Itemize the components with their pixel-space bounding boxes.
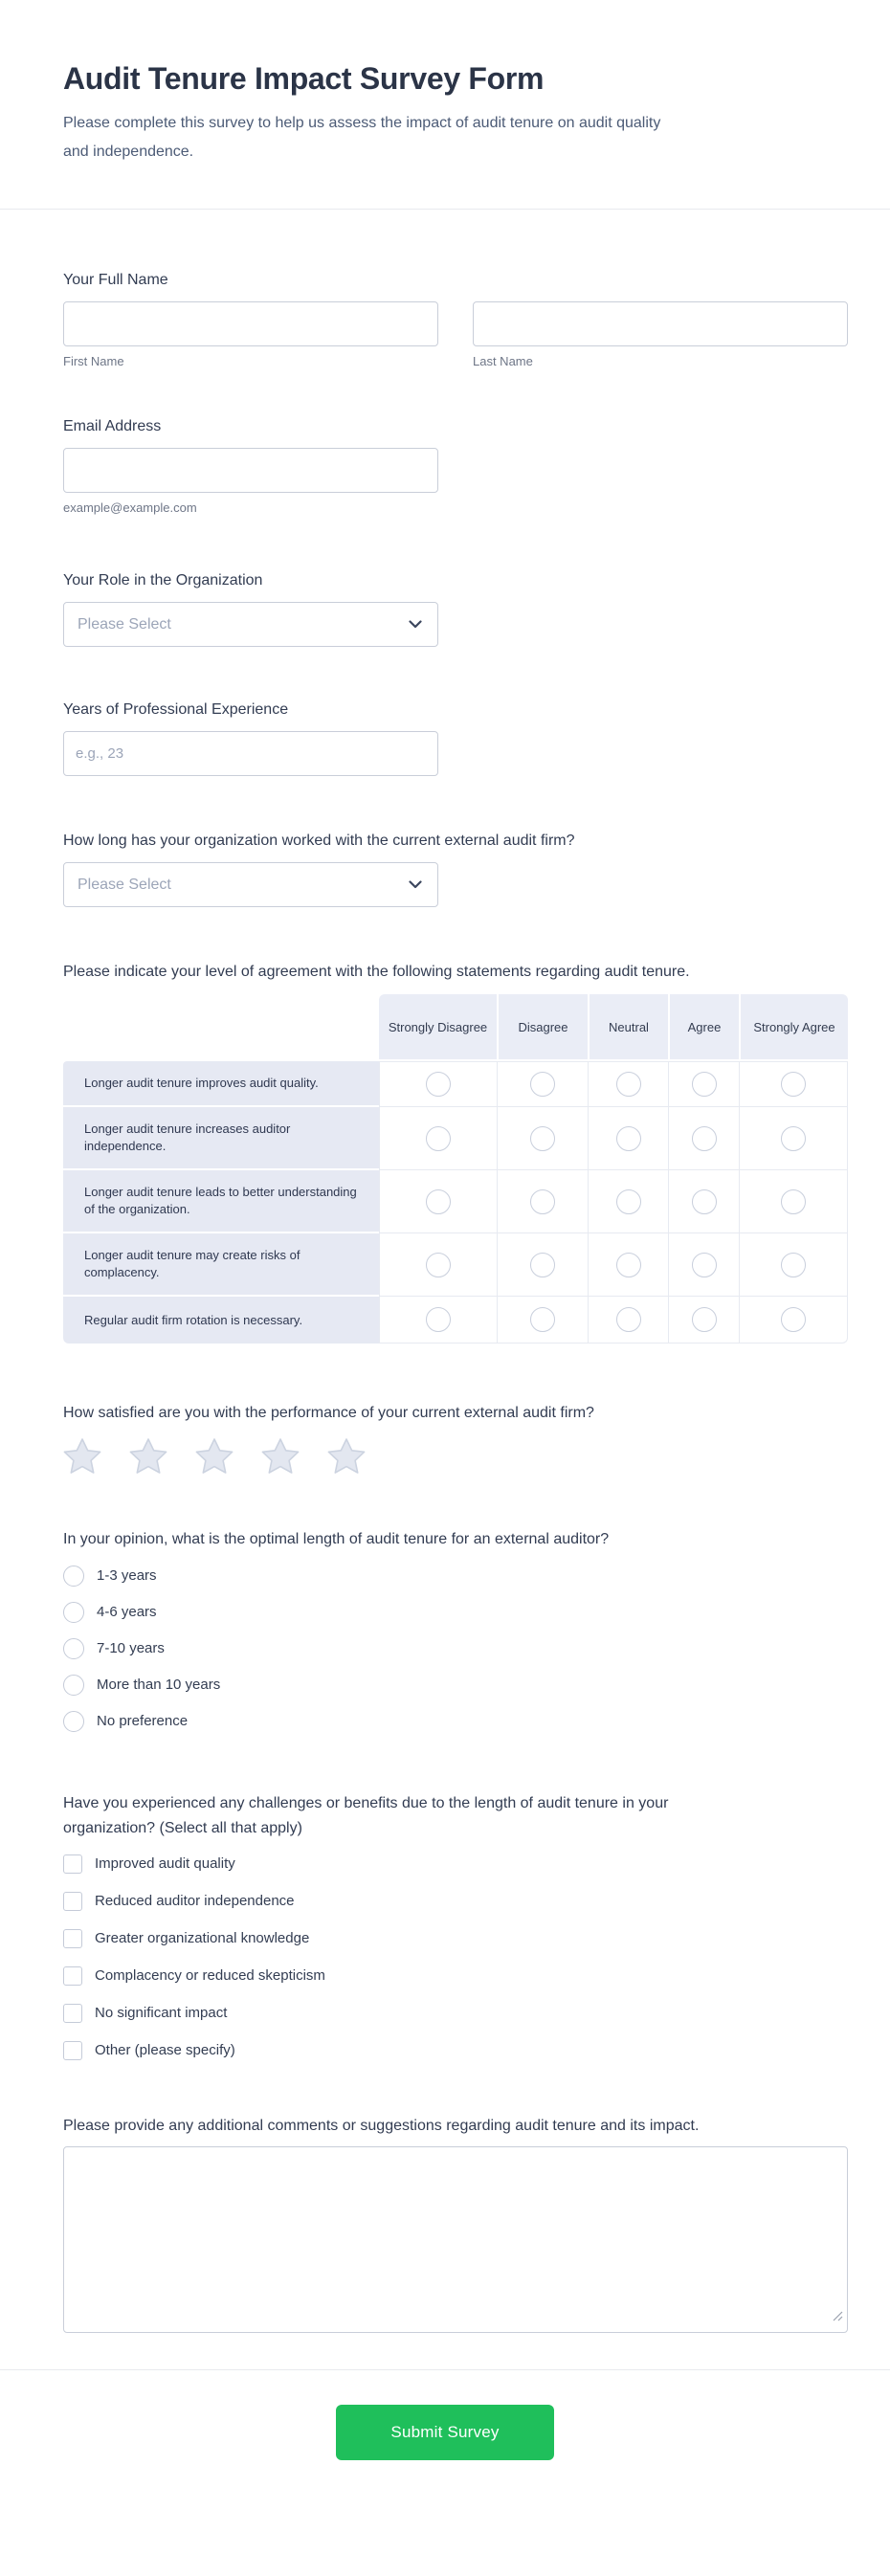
checkbox-option <box>63 1892 848 1911</box>
matrix-cell <box>668 1170 739 1233</box>
checkbox-option <box>63 2004 848 2023</box>
matrix-header-row <box>63 994 848 1061</box>
name-row <box>63 301 848 369</box>
form-footer <box>0 2370 890 2509</box>
radio-button[interactable] <box>63 1566 84 1587</box>
matrix-radio-button[interactable] <box>781 1189 806 1214</box>
radio-option-label: No preference <box>97 1713 189 1729</box>
agreement-matrix-label: Please indicate your level of agreement with the following statements regarding audit tenure. <box>63 964 690 980</box>
matrix-cell <box>497 1061 588 1107</box>
matrix-row <box>63 1061 848 1107</box>
full-name-label: Your Full Name <box>63 272 168 288</box>
experience-label: Years of Professional Experience <box>63 701 289 718</box>
matrix-radio-button[interactable] <box>530 1189 555 1214</box>
matrix-row-label: Longer audit tenure may create risks of complacency. <box>63 1233 379 1297</box>
field-challenges <box>63 1791 848 2060</box>
matrix-radio-button[interactable] <box>616 1189 641 1214</box>
radio-option <box>63 1566 848 1587</box>
last-name-input[interactable] <box>473 301 848 346</box>
matrix-cell <box>739 1233 848 1297</box>
matrix-cell <box>588 1233 668 1297</box>
last-name-sublabel: Last Name <box>473 354 533 368</box>
star-icon[interactable] <box>195 1437 234 1474</box>
matrix-cell <box>379 1061 497 1107</box>
first-name-sublabel: First Name <box>63 354 124 368</box>
optimal-tenure-label: In your opinion, what is the optimal length of audit tenure for an external auditor? <box>63 1531 610 1547</box>
matrix-radio-button[interactable] <box>616 1072 641 1097</box>
matrix-cell <box>668 1297 739 1344</box>
matrix-radio-button[interactable] <box>530 1307 555 1332</box>
matrix-row <box>63 1170 848 1233</box>
matrix-radio-button[interactable] <box>616 1126 641 1151</box>
matrix-radio-button[interactable] <box>616 1307 641 1332</box>
matrix-radio-button[interactable] <box>530 1126 555 1151</box>
comments-textarea[interactable] <box>63 2146 848 2333</box>
radio-option <box>63 1638 848 1659</box>
field-firm-tenure <box>63 832 848 907</box>
matrix-row-label: Regular audit firm rotation is necessary. <box>63 1297 379 1344</box>
checkbox-option <box>63 1929 848 1948</box>
chevron-down-icon <box>409 877 422 894</box>
matrix-row <box>63 1233 848 1297</box>
matrix-col-neutral: Neutral <box>588 994 668 1061</box>
radio-option-label: 4-6 years <box>97 1604 157 1620</box>
comments-label: Please provide any additional comments or suggestions regarding audit tenure and its impact. <box>63 2118 700 2134</box>
matrix-cell <box>379 1297 497 1344</box>
matrix-row-label: Longer audit tenure improves audit quality. <box>63 1061 379 1107</box>
matrix-cell <box>379 1233 497 1297</box>
radio-button[interactable] <box>63 1638 84 1659</box>
matrix-cell <box>739 1061 848 1107</box>
first-name-input[interactable] <box>63 301 438 346</box>
matrix-cell <box>739 1107 848 1170</box>
form-header <box>0 0 890 210</box>
star-rating <box>63 1433 848 1474</box>
field-full-name <box>63 271 848 369</box>
email-sublabel: example@example.com <box>63 500 197 515</box>
matrix-radio-button[interactable] <box>426 1126 451 1151</box>
checkbox-option <box>63 1966 848 1986</box>
radio-option-label: 1-3 years <box>97 1567 157 1584</box>
radio-button[interactable] <box>63 1675 84 1696</box>
field-optimal-tenure <box>63 1527 848 1732</box>
role-label: Your Role in the Organization <box>63 572 263 588</box>
radio-option <box>63 1711 848 1732</box>
matrix-row <box>63 1107 848 1170</box>
field-email <box>63 417 848 516</box>
checkbox[interactable] <box>63 1854 82 1874</box>
checkbox[interactable] <box>63 1966 82 1986</box>
matrix-cell <box>497 1233 588 1297</box>
submit-survey-button[interactable]: Submit Survey <box>336 2405 553 2460</box>
challenges-label: Have you experienced any challenges or benefits due to the length of audit tenure in your organization? (Select all that apply) <box>63 1795 669 1836</box>
field-satisfaction <box>63 1401 848 1474</box>
matrix-radio-button[interactable] <box>692 1253 717 1277</box>
matrix-radio-button[interactable] <box>426 1189 451 1214</box>
field-comments <box>63 2114 848 2333</box>
experience-input[interactable] <box>63 731 438 776</box>
agreement-matrix-table <box>63 994 848 1344</box>
matrix-corner-cell <box>63 994 379 1061</box>
matrix-cell <box>668 1061 739 1107</box>
matrix-col-strongly-disagree: Strongly Disagree <box>379 994 497 1061</box>
form-body <box>0 210 890 2333</box>
checkbox-option-label: Greater organizational knowledge <box>95 1930 310 1946</box>
star-icon[interactable] <box>63 1437 101 1474</box>
email-input[interactable] <box>63 448 438 493</box>
matrix-col-agree: Agree <box>668 994 739 1061</box>
checkbox-option-label: Other (please specify) <box>95 2042 235 2058</box>
matrix-cell <box>739 1297 848 1344</box>
checkbox[interactable] <box>63 1892 82 1911</box>
first-name-col <box>63 301 438 369</box>
matrix-radio-button[interactable] <box>781 1253 806 1277</box>
checkbox-option <box>63 2041 848 2060</box>
matrix-row <box>63 1297 848 1344</box>
firm-tenure-select-placeholder: Please Select <box>78 876 171 893</box>
matrix-cell <box>379 1107 497 1170</box>
field-experience <box>63 700 848 776</box>
checkbox-option-label: Improved audit quality <box>95 1855 235 1872</box>
form-subtitle: Please complete this survey to help us assess the impact of audit tenure on audit quality and independence. <box>63 115 661 160</box>
form-title: Audit Tenure Impact Survey Form <box>63 61 545 96</box>
matrix-radio-button[interactable] <box>692 1307 717 1332</box>
radio-option <box>63 1675 848 1696</box>
matrix-row-label: Longer audit tenure increases auditor independence. <box>63 1107 379 1170</box>
radio-option <box>63 1602 848 1623</box>
matrix-radio-button[interactable] <box>530 1072 555 1097</box>
last-name-col <box>473 301 848 369</box>
matrix-radio-button[interactable] <box>426 1307 451 1332</box>
role-select-placeholder: Please Select <box>78 615 171 633</box>
matrix-radio-button[interactable] <box>781 1072 806 1097</box>
matrix-radio-button[interactable] <box>530 1253 555 1277</box>
radio-button[interactable] <box>63 1711 84 1732</box>
matrix-radio-button[interactable] <box>781 1307 806 1332</box>
matrix-cell <box>497 1297 588 1344</box>
checkbox-option-label: No significant impact <box>95 2005 228 2021</box>
star-icon[interactable] <box>129 1437 167 1474</box>
star-icon[interactable] <box>327 1437 366 1474</box>
matrix-cell <box>497 1107 588 1170</box>
resize-handle-icon[interactable] <box>833 2309 843 2326</box>
email-label: Email Address <box>63 418 162 434</box>
checkbox[interactable] <box>63 2041 82 2060</box>
chevron-down-icon <box>409 616 422 633</box>
matrix-radio-button[interactable] <box>781 1126 806 1151</box>
matrix-cell <box>497 1170 588 1233</box>
checkbox-option-label: Complacency or reduced skepticism <box>95 1967 325 1984</box>
matrix-cell <box>668 1107 739 1170</box>
radio-option-label: 7-10 years <box>97 1640 165 1656</box>
matrix-cell <box>668 1233 739 1297</box>
radio-option-label: More than 10 years <box>97 1677 221 1693</box>
firm-tenure-label: How long has your organization worked with the current external audit firm? <box>63 833 575 849</box>
matrix-col-strongly-agree: Strongly Agree <box>739 994 848 1061</box>
matrix-radio-button[interactable] <box>692 1072 717 1097</box>
matrix-col-disagree: Disagree <box>497 994 588 1061</box>
matrix-radio-button[interactable] <box>692 1126 717 1151</box>
role-select[interactable] <box>63 602 438 647</box>
field-agreement-matrix <box>63 960 848 1344</box>
matrix-radio-button[interactable] <box>426 1253 451 1277</box>
matrix-radio-button[interactable] <box>692 1189 717 1214</box>
matrix-cell <box>588 1107 668 1170</box>
matrix-row-label: Longer audit tenure leads to better understanding of the organization. <box>63 1170 379 1233</box>
matrix-cell <box>588 1061 668 1107</box>
star-icon[interactable] <box>261 1437 300 1474</box>
firm-tenure-select[interactable] <box>63 862 438 907</box>
matrix-radio-button[interactable] <box>426 1072 451 1097</box>
checkbox-option <box>63 1854 848 1874</box>
matrix-cell <box>588 1170 668 1233</box>
checkbox-option-label: Reduced auditor independence <box>95 1893 295 1909</box>
matrix-cell <box>379 1170 497 1233</box>
matrix-radio-button[interactable] <box>616 1253 641 1277</box>
matrix-cell <box>739 1170 848 1233</box>
radio-button[interactable] <box>63 1602 84 1623</box>
comments-textarea-wrap <box>63 2146 848 2333</box>
matrix-cell <box>588 1297 668 1344</box>
checkbox[interactable] <box>63 2004 82 2023</box>
checkbox[interactable] <box>63 1929 82 1948</box>
satisfaction-label: How satisfied are you with the performance of your current external audit firm? <box>63 1405 594 1421</box>
field-role <box>63 571 848 647</box>
